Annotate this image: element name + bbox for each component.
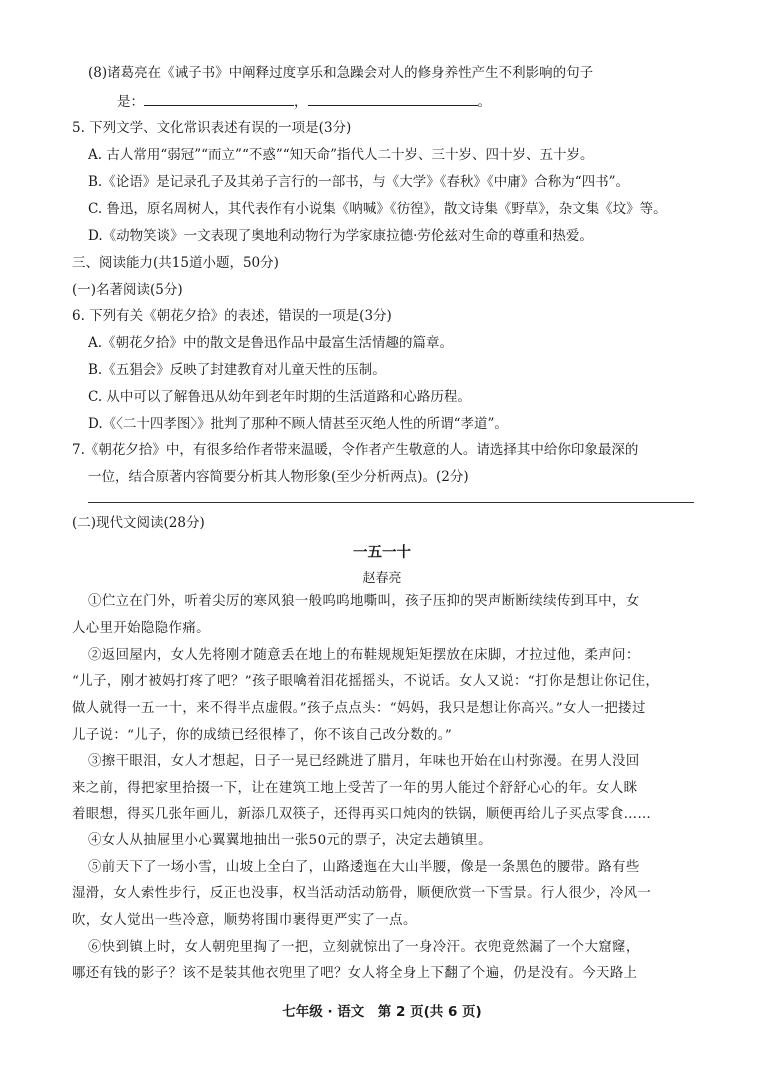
answer-blank-1[interactable]	[144, 92, 294, 106]
q5-option-c: C. 鲁迅，原名周树人，其代表作有小说集《呐喊》《彷徨》，散文诗集《野草》，杂文集《坟》等。	[88, 201, 667, 217]
part-1-title: (一)名著阅读(5分)	[72, 282, 183, 298]
article-line: 吹，女人觉出一些冷意，顺势将围巾裹得更严实了一点。	[72, 913, 417, 928]
q4-8-end: 。	[477, 94, 491, 110]
answer-blank-2[interactable]	[308, 92, 478, 106]
section-3-title: 三、阅读能力(共15道小题，50分)	[72, 255, 279, 271]
answer-line[interactable]	[88, 502, 694, 503]
article-line: ④女人从抽屉里小心翼翼地抽出一张50元的票子，决定去趟镇里。	[88, 833, 492, 848]
article-line: ⑥快到镇上时，女人朝兜里掏了一把，立刻就惊出了一身冷汗。衣兜竟然漏了一个大窟窿，	[88, 940, 640, 955]
q5-option-b: B.《论语》是记录孔子及其弟子言行的一部书，与《大学》《春秋》《中庸》合称为“四书”。	[88, 174, 630, 190]
article-line: 儿子说：“儿子，你的成绩已经很棒了，你不该自己改分数的。”	[72, 728, 453, 743]
article-line: ①伫立在门外，听着尖厉的寒风狼一般呜呜地嘶叫，孩子压抑的哭声断断续续传到耳中，女	[88, 594, 640, 609]
article-line: 做人就得一五一十，来不得半点虚假。”孩子点点头：“妈妈，我只是想让你高兴。”女人一把搂过	[72, 701, 646, 716]
article-line: 哪还有钱的影子？该不是装其他衣兜里了吧？女人将全身上下翻了个遍，仍是没有。今天路上	[72, 966, 638, 981]
q6-option-a: A.《朝花夕拾》中的散文是鲁迅作品中最富生活情趣的篇章。	[88, 335, 454, 351]
article-line: “儿子，刚才被妈打疼了吧？”孩子眼噙着泪花摇摇头，不说话。女人又说：“打你是想让你记住，	[72, 674, 660, 689]
article-title: 一五一十	[353, 544, 411, 561]
q7-line2: 一位，结合原著内容简要分析其人物形象(至少分析两点)。(2分)	[88, 469, 469, 485]
q6-stem: 6. 下列有关《朝花夕拾》的表述，错误的一项是(3分)	[72, 308, 392, 324]
q4-8-prefix: 是：	[117, 94, 144, 110]
article-line: 来之前，得把家里拾掇一下，让在建筑工地上受苦了一年的男人能过个舒舒心心的年。女人眯	[72, 781, 638, 796]
q5-option-a: A. 古人常用“弱冠”“而立”“不惑”“知天命”指代人二十岁、三十岁、四十岁、五十岁。	[88, 147, 594, 163]
q4-8-sep: ，	[294, 94, 308, 110]
page-footer: 七年级 · 语文 第 2 页(共 6 页)	[282, 1004, 482, 1020]
q6-option-d: D.《〈二十四孝图〉》批判了那种不顾人情甚至灭绝人性的所谓“孝道”。	[88, 416, 508, 432]
q4-8-line2	[117, 92, 708, 111]
article-line: ②返回屋内，女人先将刚才随意丢在地上的布鞋规规矩矩摆放在床脚，才拉过他，柔声问：	[88, 648, 640, 663]
q5-option-d: D.《动物笑谈》一文表现了奥地利动物行为学家康拉德·劳伦兹对生命的尊重和热爱。	[88, 228, 593, 244]
q7-line1: 7.《朝花夕拾》中，有很多给作者带来温暖，令作者产生敬意的人。请选择其中给你印象最深的	[72, 442, 639, 458]
article-line: ③擦干眼泪，女人才想起，日子一晃已经跳进了腊月，年味也开始在山村弥漫。在男人没回	[88, 754, 640, 769]
q4-8-line1: (8)诸葛亮在《诫子书》中阐释过度享乐和急躁会对人的修身养性产生不利影响的句子	[88, 65, 594, 81]
article-line: ⑤前天下了一场小雪，山坡上全白了，山路逶迤在大山半腰，像是一条黑色的腰带。路有些	[88, 860, 640, 875]
q6-option-b: B.《五猖会》反映了封建教育对儿童天性的压制。	[88, 362, 386, 378]
article-line: 着眼想，得买几张年画儿，新添几双筷子，还得再买口炖肉的铁锅，顺便再给儿子买点零食……	[72, 807, 652, 822]
part-2-title: (二)现代文阅读(28分)	[72, 515, 205, 531]
article-author: 赵春亮	[362, 571, 402, 586]
article-line: 人心里开始隐隐作痛。	[72, 621, 210, 636]
q5-stem: 5. 下列文学、文化常识表述有误的一项是(3分)	[72, 120, 352, 136]
q6-option-c: C. 从中可以了解鲁迅从幼年到老年时期的生活道路和心路历程。	[88, 389, 471, 405]
article-line: 湿滑，女人索性步行，反正也没事，权当活动活动筋骨，顺便欣赏一下雪景。行人很少，冷风一	[72, 886, 652, 901]
